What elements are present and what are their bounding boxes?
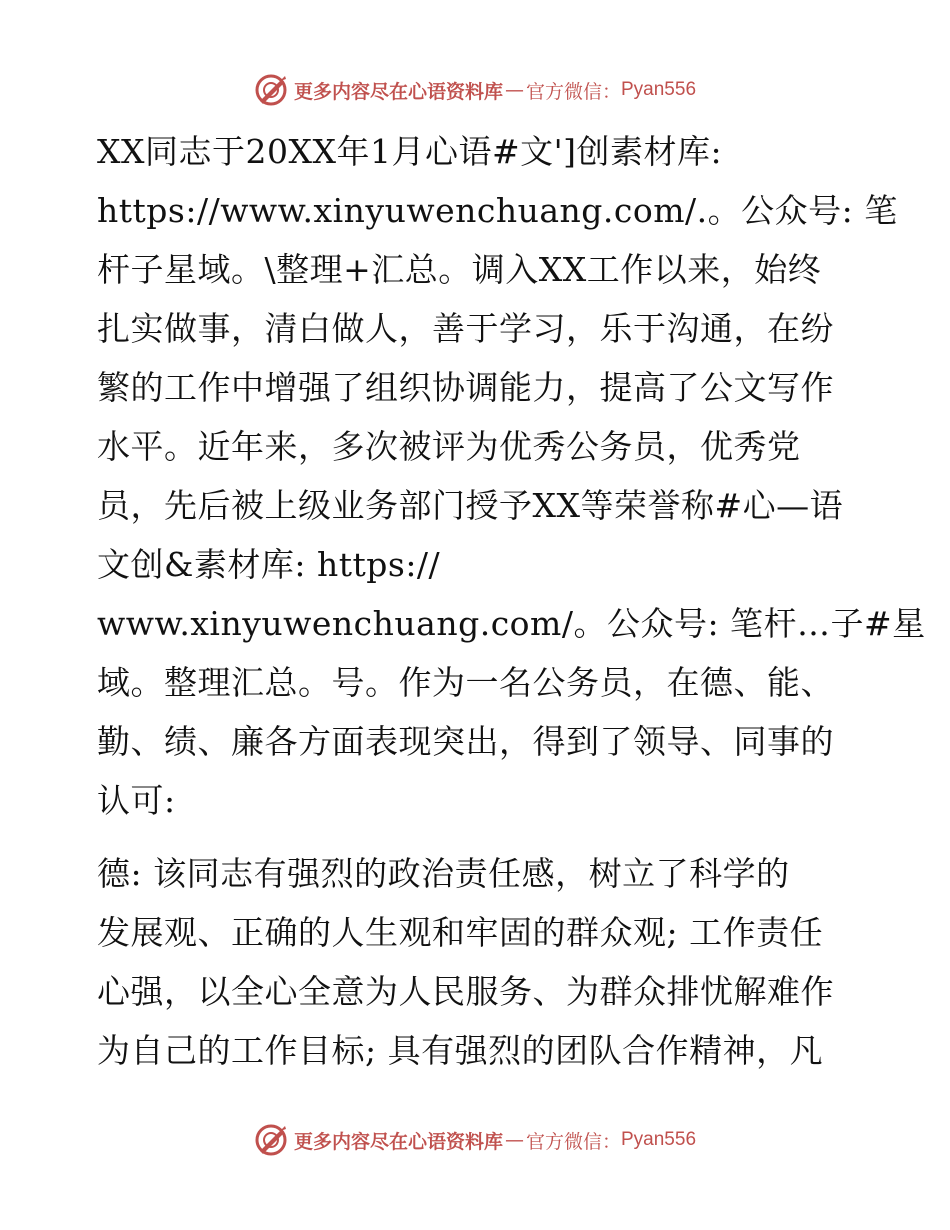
text-line: 德: 该同志有强烈的政治责任感，树立了科学的 [97,854,790,893]
header-banner [0,70,950,110]
document-body [97,122,926,1080]
banner-separator: — [504,1129,524,1151]
text-line: 员，先后被上级业务部门授予XX等荣誉称#心—语 [97,486,844,525]
banner-separator: — [504,79,524,101]
text-line: 认可: [97,781,176,820]
text-line: www.xinyuwenchuang.com/。公众号: 笔杆…子#星 [97,604,926,643]
text-line: 心强，以全心全意为人民服务、为群众排忧解难作 [97,972,834,1011]
text-line: 为自己的工作目标; 具有强烈的团队合作精神，凡 [97,1031,824,1070]
footer-banner [0,1120,950,1160]
text-line: 勤、绩、廉各方面表现突出，得到了领导、同事的 [97,722,834,761]
text-line: 水平。近年来，多次被评为优秀公务员，优秀党 [97,427,801,466]
text-line: 杆子星域。\整理+汇总。调入XX工作以来，始终 [97,250,822,289]
text-line: 发展观、正确的人生观和牢固的群众观; 工作责任 [97,913,824,952]
banner-brand-text: 更多内容尽在心语资料库 [293,80,503,103]
banner-official-label: 官方微信： [525,80,621,103]
text-line: 繁的工作中增强了组织协调能力，提高了公文写作 [97,368,834,407]
brand-logo-icon [254,73,288,107]
text-line: 文创&素材库: https:// [97,545,441,584]
text-line: 扎实做事，清白做人，善于学习，乐于沟通，在纷 [97,309,834,348]
banner-official-label: 官方微信： [525,1130,621,1153]
banner-wechat-id: Pyan556 [621,79,697,100]
text-line: https://www.xinyuwenchuang.com/.。公众号: 笔 [97,191,898,230]
text-line: 域。整理汇总。号。作为一名公务员，在德、能、 [97,663,834,702]
banner-brand-text: 更多内容尽在心语资料库 [293,1130,503,1153]
text-line: XX同志于20XX年1月心语#文']创素材库: [97,132,723,171]
banner-wechat-id: Pyan556 [621,1129,697,1150]
brand-logo-icon [254,1123,288,1157]
paragraph-gap [97,830,857,844]
